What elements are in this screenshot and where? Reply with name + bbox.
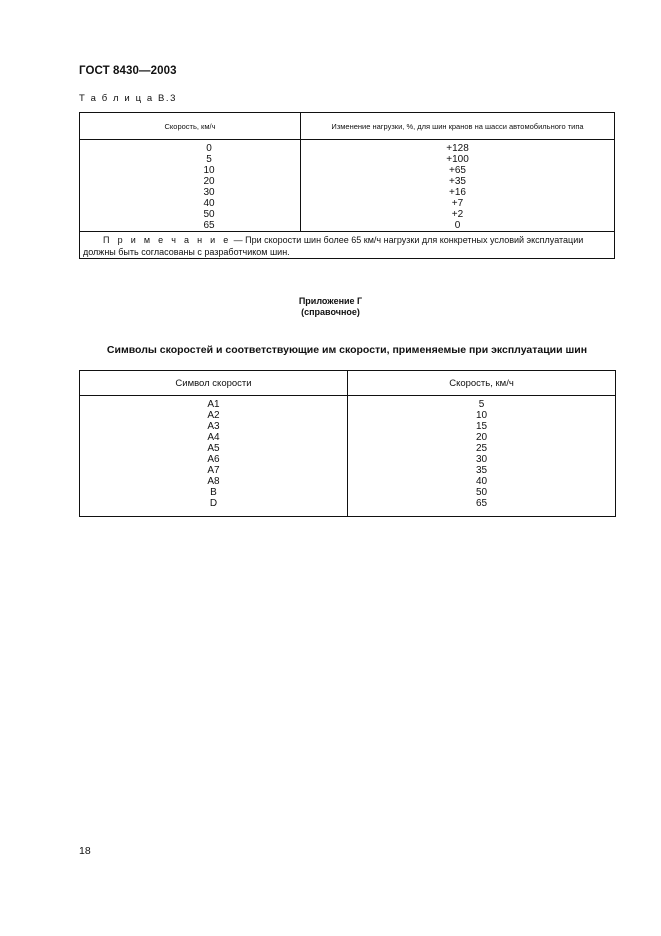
table-b3-note xyxy=(83,234,611,258)
table-cell: +35 xyxy=(449,176,466,187)
table-cell: A7 xyxy=(207,465,220,476)
table-cell: 0 xyxy=(206,143,212,154)
table-cell: B xyxy=(210,487,217,498)
page-number: 18 xyxy=(79,845,91,857)
table-cell: A5 xyxy=(207,443,220,454)
table-b3-note-divider xyxy=(80,231,614,232)
table-cell: 20 xyxy=(203,176,215,187)
note-text: — При скорости шин более 65 км/ч нагрузки для конкретных условий эксплуатации должны быть согласованы с разработчиком шин. xyxy=(83,235,584,257)
speeds-column xyxy=(348,399,615,509)
table-cell: 30 xyxy=(475,454,488,465)
table-cell: D xyxy=(209,498,218,509)
table-cell: A1 xyxy=(207,399,220,410)
note-prefix: П р и м е ч а н и е xyxy=(103,235,232,245)
table-cell: +128 xyxy=(446,143,469,154)
table-cell: A8 xyxy=(207,476,220,487)
table-cell: +7 xyxy=(451,198,464,209)
symbols-column xyxy=(80,399,347,509)
table-cell: +2 xyxy=(451,209,464,220)
table-cell: 10 xyxy=(203,165,215,176)
table-cell: +100 xyxy=(446,154,469,165)
table-cell: 35 xyxy=(475,465,488,476)
table-cell: 5 xyxy=(206,154,212,165)
table-cell: 0 xyxy=(454,220,461,231)
document-title: ГОСТ 8430—2003 xyxy=(79,65,177,77)
table-cell: 50 xyxy=(475,487,488,498)
symbols-table-header-symbol: Символ скорости xyxy=(175,378,252,389)
table-cell: 50 xyxy=(203,209,215,220)
table-b3-header-load-change: Изменение нагрузки, %, для шин кранов на шасси автомобильного типа xyxy=(331,122,584,131)
table-b3-header-speed: Скорость, км/ч xyxy=(164,122,216,131)
table-cell: 15 xyxy=(475,421,488,432)
symbols-table-header-speed: Скорость, км/ч xyxy=(449,378,514,389)
table-cell: A6 xyxy=(207,454,220,465)
table-cell: 10 xyxy=(475,410,488,421)
table-b3-speed-column xyxy=(80,143,300,231)
appendix-title-block xyxy=(0,296,661,318)
table-cell: +65 xyxy=(449,165,466,176)
appendix-subtitle: (справочное) xyxy=(301,307,360,317)
table-b3 xyxy=(79,112,615,259)
table-cell: 65 xyxy=(203,220,215,231)
table-cell: 20 xyxy=(475,432,488,443)
symbols-table xyxy=(79,370,616,517)
table-cell: A4 xyxy=(207,432,220,443)
table-cell: 5 xyxy=(478,399,485,410)
table-label: Т а б л и ц а В.3 xyxy=(79,93,178,104)
appendix-title: Приложение Г xyxy=(298,296,363,306)
table-cell: 40 xyxy=(203,198,215,209)
symbols-heading: Символы скоростей и соответствующие им скорости, применяемые при эксплуатации шин xyxy=(106,344,588,356)
table-cell: A3 xyxy=(207,421,220,432)
table-cell: +16 xyxy=(449,187,466,198)
table-b3-load-column xyxy=(301,143,614,231)
table-cell: 25 xyxy=(475,443,488,454)
table-cell: A2 xyxy=(207,410,220,421)
table-cell: 30 xyxy=(203,187,215,198)
table-cell: 40 xyxy=(475,476,488,487)
table-cell: 65 xyxy=(475,498,488,509)
